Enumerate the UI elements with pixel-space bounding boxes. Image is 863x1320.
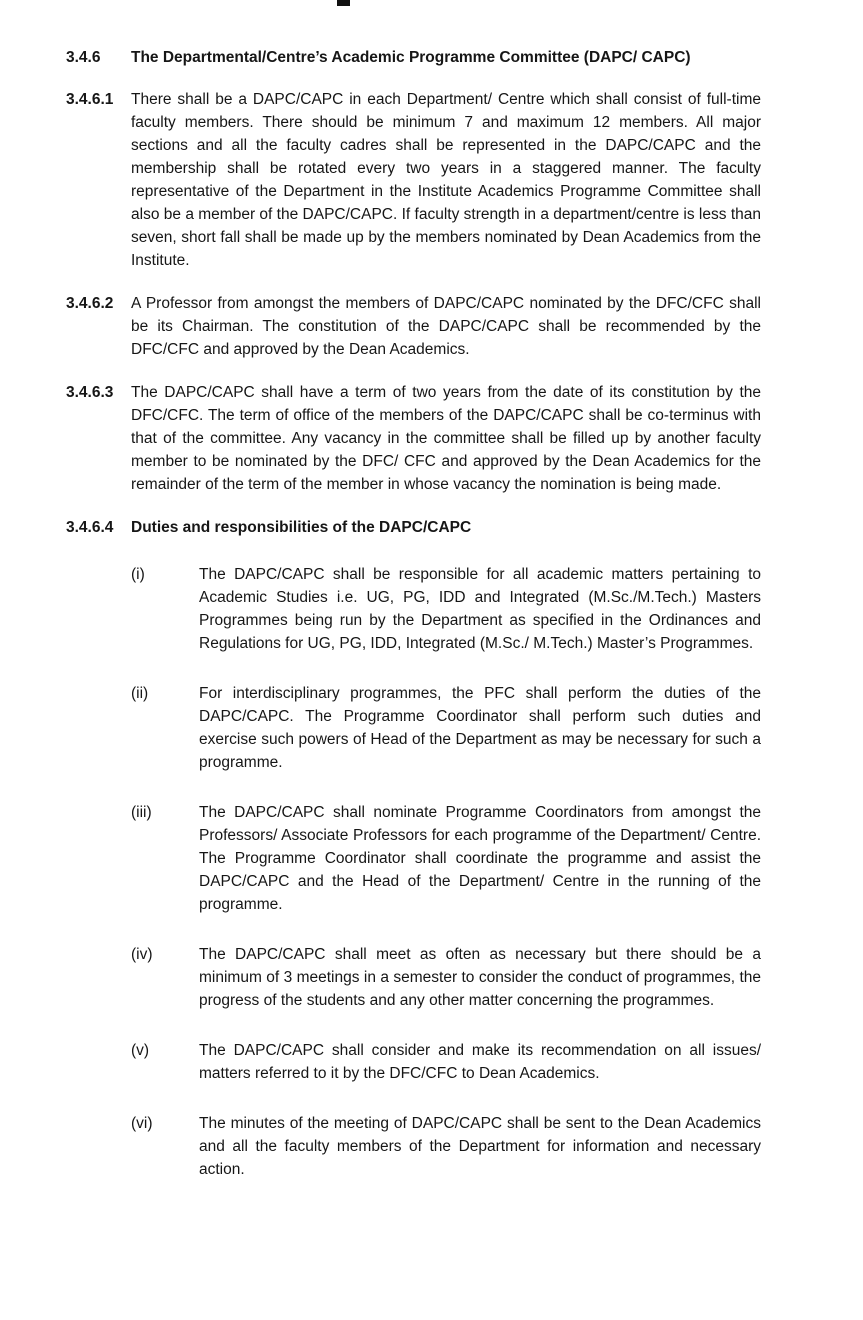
duty-marker: (iv) xyxy=(131,946,153,963)
duty-marker: (vi) xyxy=(131,1115,153,1132)
duty-marker: (i) xyxy=(131,566,145,583)
clause-number: 3.4.6.2 xyxy=(66,295,114,312)
duty-text: The minutes of the meeting of DAPC/CAPC shall be sent to the Dean Academics and all the faculty members of the Department for information and necessary action. xyxy=(199,1115,761,1178)
clause-3-4-6-3 xyxy=(66,381,761,496)
duty-text: The DAPC/CAPC shall nominate Programme Coordinators from amongst the Professors/ Associate Professors for each programme of the Department/ Centre. The Programme Coordinator shall coordinate the programme and assist the DAPC/CAPC and the Head of the Department/ Centre in the running of the programme. xyxy=(199,804,761,913)
clause-number: 3.4.6.3 xyxy=(66,384,114,401)
duty-text: The DAPC/CAPC shall be responsible for all academic matters pertaining to Academic Studies i.e. UG, PG, IDD and Integrated (M.Sc./M.Tech.) Masters Programmes being run by the Department as specified in the Ordinances and Regulations for UG, PG, IDD, Integrated (M.Sc./ M.Tech.) Master’s Programmes. xyxy=(199,566,761,652)
duties-list xyxy=(131,563,761,1181)
section-heading-number: 3.4.6 xyxy=(66,49,101,66)
clause-text: There shall be a DAPC/CAPC in each Department/ Centre which shall consist of full-time faculty members. There should be minimum 7 and maximum 12 members. All major sections and all the faculty cadres shall be represented in the DAPC/CAPC and the membership shall be rotated every two years in a staggered manner. The faculty representative of the Department in the Institute Academics Programme Committee shall also be a member of the DAPC/CAPC. If faculty strength in a department/centre is less than seven, short fall shall be made up by the members nominated by Dean Academics from the Institute. xyxy=(131,91,761,269)
duty-marker: (ii) xyxy=(131,685,149,702)
clause-3-4-6-4-duties-heading xyxy=(66,516,761,539)
page-top-crop-mark xyxy=(337,0,350,6)
section-heading xyxy=(66,46,761,69)
clause-3-4-6-1 xyxy=(66,88,761,272)
clause-3-4-6-2 xyxy=(66,292,761,361)
duty-item-vi xyxy=(131,1112,761,1181)
duty-item-v xyxy=(131,1039,761,1085)
duty-item-i xyxy=(131,563,761,655)
section-heading-title: The Departmental/Centre’s Academic Programme Committee (DAPC/ CAPC) xyxy=(131,49,691,66)
duty-marker: (v) xyxy=(131,1042,150,1059)
duty-marker: (iii) xyxy=(131,804,152,821)
clause-text: A Professor from amongst the members of DAPC/CAPC nominated by the DFC/CFC shall be its Chairman. The constitution of the DAPC/CAPC shall be recommended by the DFC/CFC and approved by the Dean Academics. xyxy=(131,295,761,358)
duty-text: The DAPC/CAPC shall meet as often as necessary but there should be a minimum of 3 meetings in a semester to consider the conduct of programmes, the progress of the students and any other matter concerning the programmes. xyxy=(199,946,761,1009)
duty-item-iv xyxy=(131,943,761,1012)
clause-text: The DAPC/CAPC shall have a term of two years from the date of its constitution by the DFC/CFC. The term of office of the members of the DAPC/CAPC shall be co-terminus with that of the committee. Any vacancy in the committee shall be filled up by another faculty member to be nominated by the DFC/ CFC and approved by the Dean Academics for the remainder of the term of the member in whose vacancy the nomination is being made. xyxy=(131,384,761,493)
duty-text: For interdisciplinary programmes, the PFC shall perform the duties of the DAPC/CAPC. The Programme Coordinator shall perform such duties and exercise such powers of Head of the Department as may be necessary for such a programme. xyxy=(199,685,761,771)
duty-item-ii xyxy=(131,682,761,774)
clause-number: 3.4.6.4 xyxy=(66,519,114,536)
duty-item-iii xyxy=(131,801,761,916)
duties-heading-text: Duties and responsibilities of the DAPC/CAPC xyxy=(131,519,472,536)
clause-number: 3.4.6.1 xyxy=(66,91,114,108)
duty-text: The DAPC/CAPC shall consider and make its recommendation on all issues/ matters referred to it by the DFC/CFC to Dean Academics. xyxy=(199,1042,761,1082)
